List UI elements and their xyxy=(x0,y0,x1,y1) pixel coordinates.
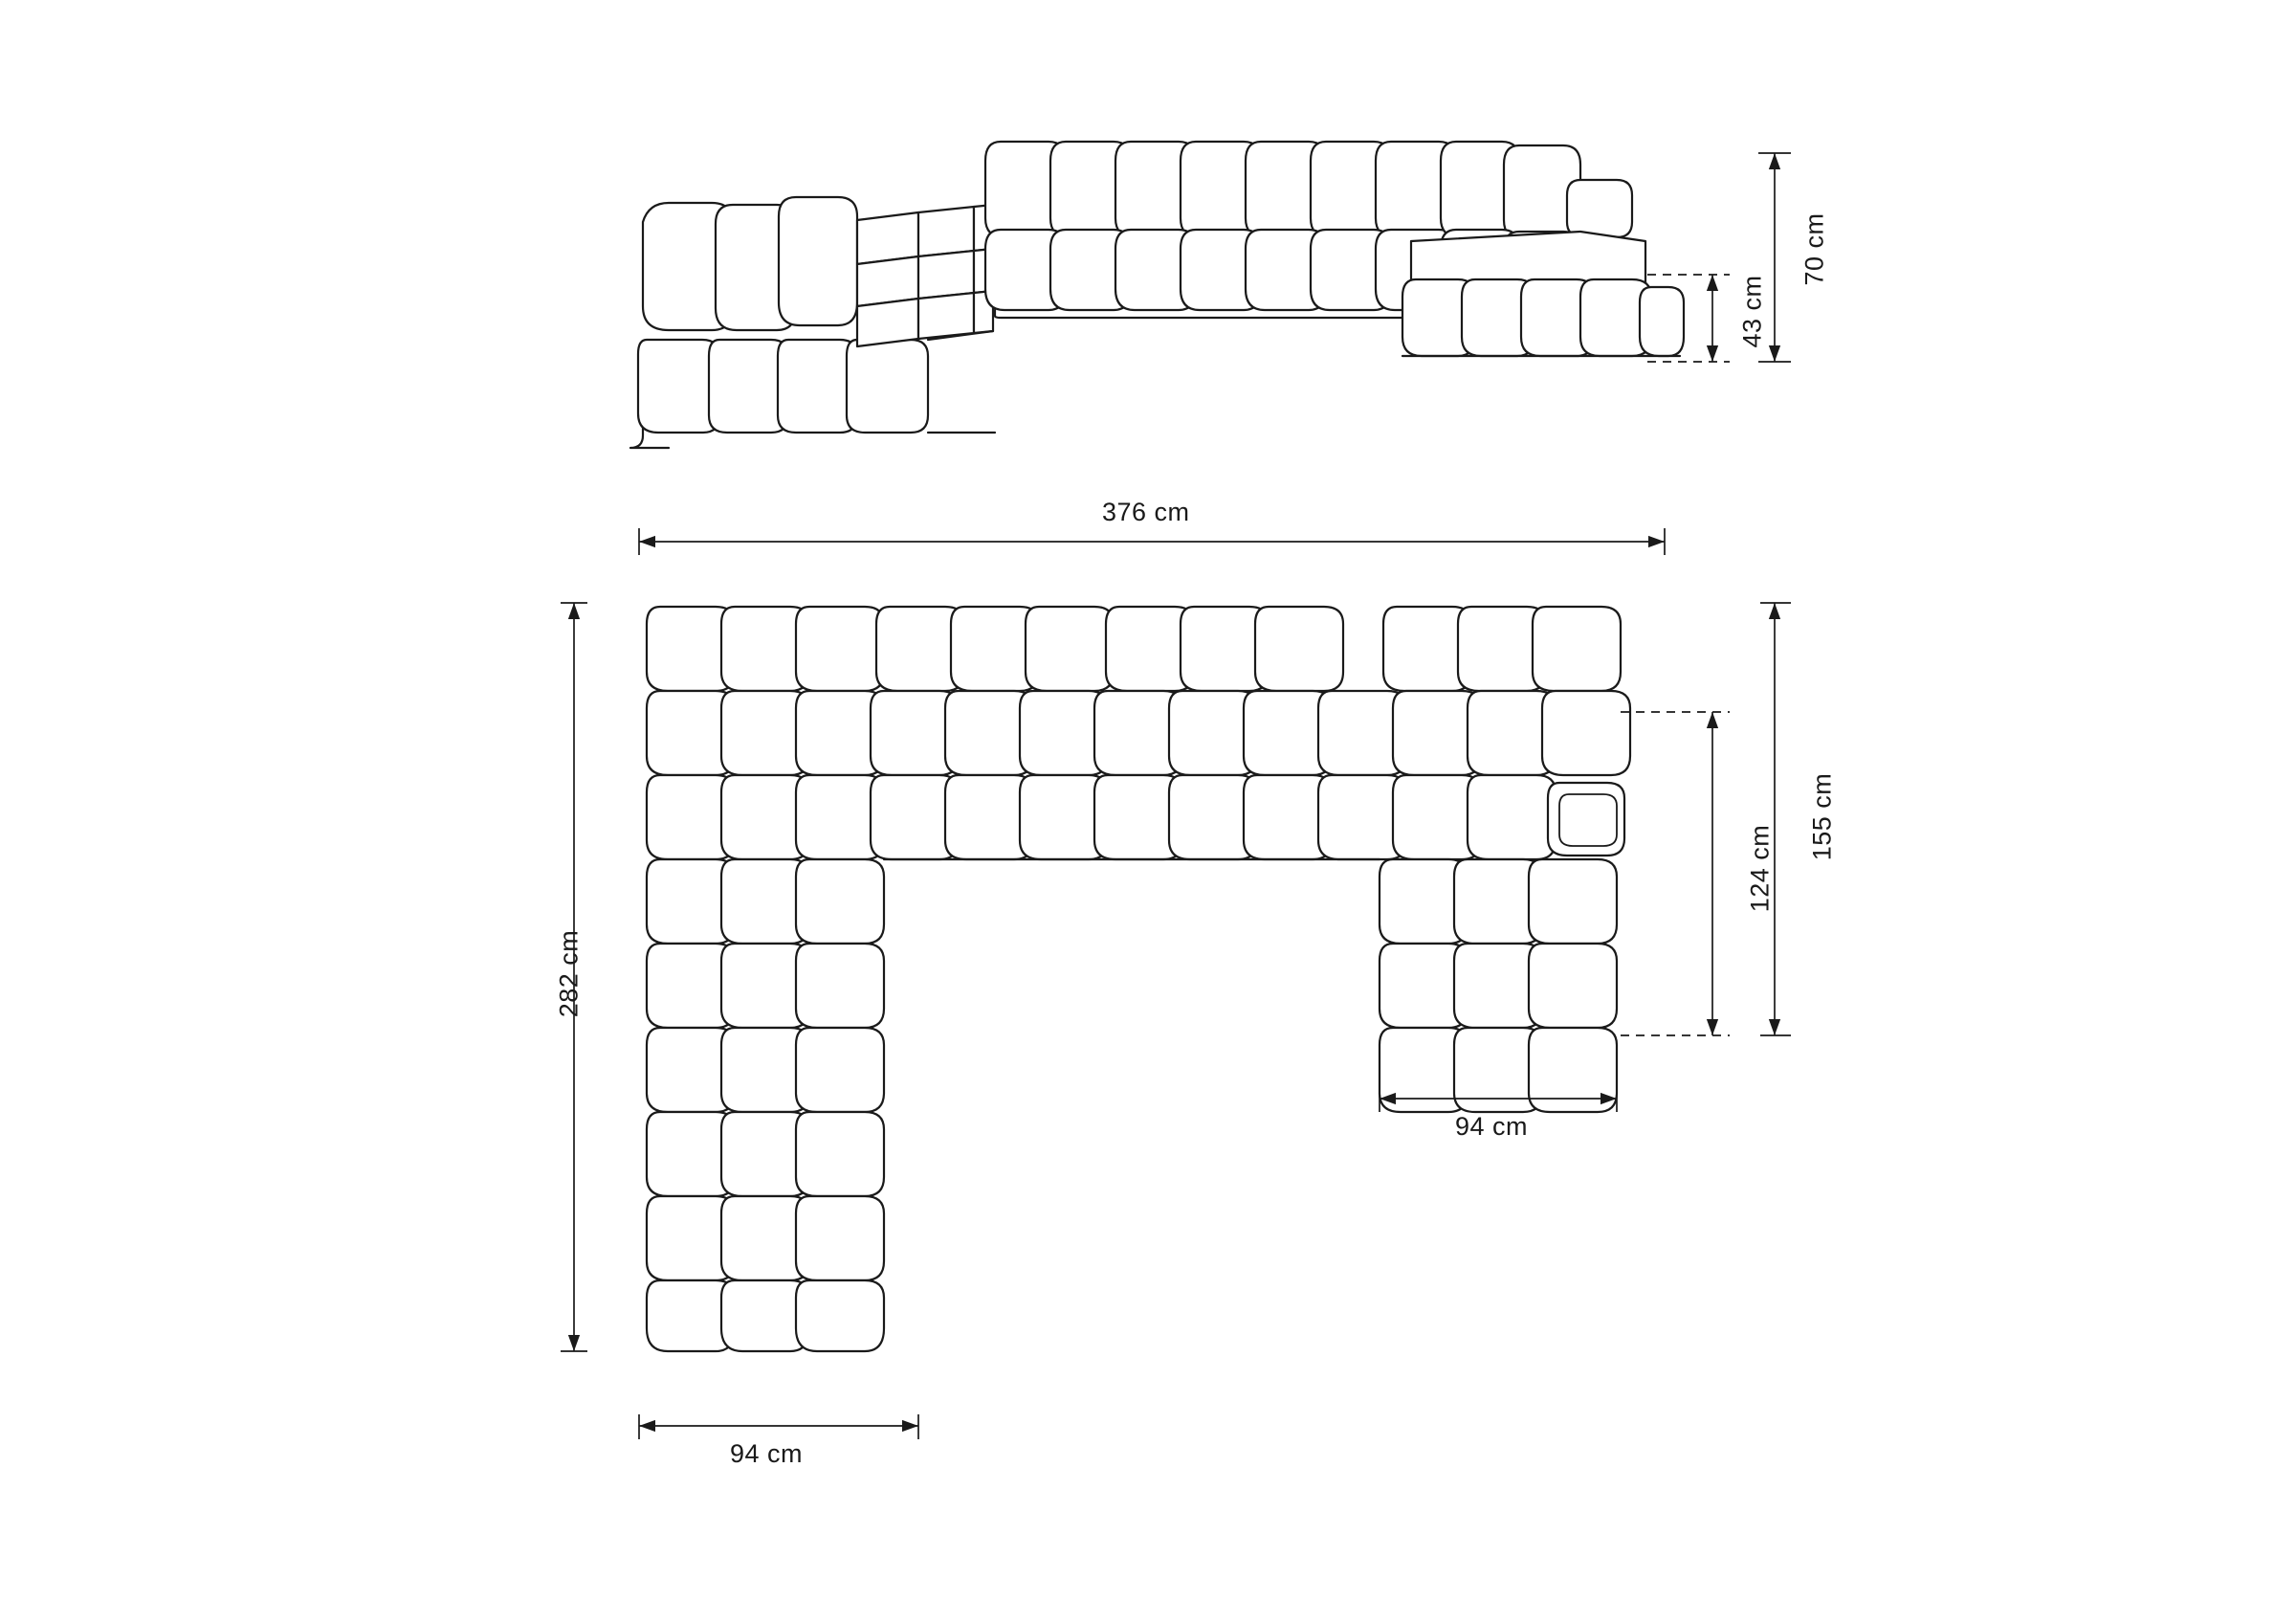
dimension-label-depth-282: 282 cm xyxy=(554,929,584,1018)
plan-row-1 xyxy=(647,607,1621,691)
front-elevation-view xyxy=(630,142,1684,448)
dimension-label-width-376: 376 cm xyxy=(1102,498,1190,526)
dimension-label-height-70: 70 cm xyxy=(1799,212,1829,286)
front-right-section xyxy=(1402,142,1684,356)
plan-row-4 xyxy=(647,859,1617,944)
dimension-label-width-94-left: 94 cm xyxy=(730,1439,804,1468)
dimension-label-depth-155: 155 cm xyxy=(1807,772,1837,861)
plan-row-7 xyxy=(647,1112,884,1196)
dimension-label-depth-124: 124 cm xyxy=(1745,824,1775,913)
plan-row-2 xyxy=(647,691,1630,775)
plan-row-3 xyxy=(647,775,1624,859)
plan-view xyxy=(647,607,1630,1351)
dimension-label-seat-height-43: 43 cm xyxy=(1737,275,1767,348)
plan-row-8 xyxy=(647,1196,884,1280)
plan-row-9 xyxy=(647,1280,884,1351)
plan-row-5 xyxy=(647,944,1617,1028)
front-left-wing xyxy=(630,197,995,448)
dimension-label-width-94-right: 94 cm xyxy=(1455,1112,1529,1141)
front-main-section xyxy=(985,142,1456,318)
